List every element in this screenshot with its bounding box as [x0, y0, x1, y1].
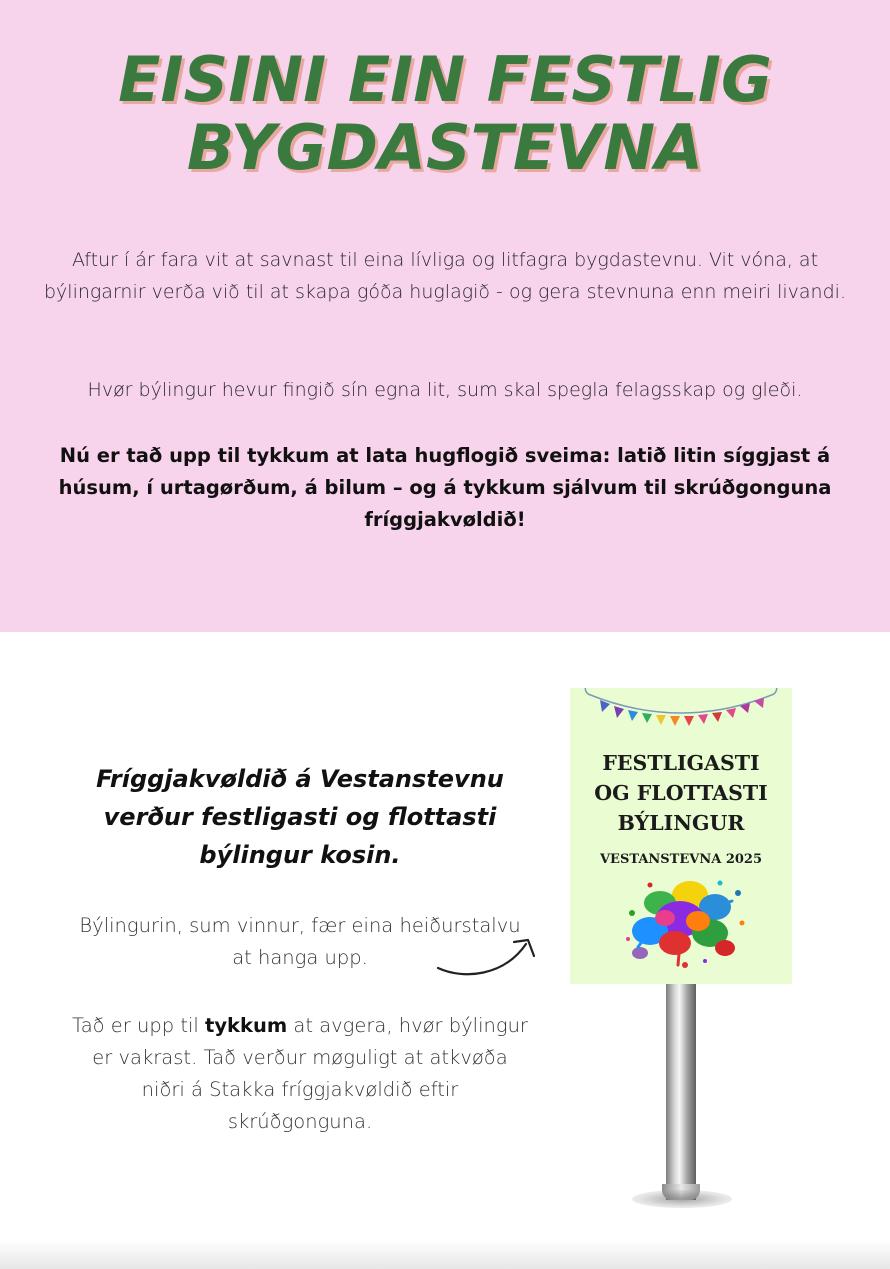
award-sign — [570, 688, 792, 984]
sign-subtitle: VESTANSTEVNA 2025 — [599, 852, 763, 867]
bunting-icon — [570, 688, 792, 728]
title-line-2: BYGDASTEVNA — [186, 111, 704, 184]
prize-text-2-start: Tað er upp til — [72, 1014, 205, 1037]
sign-pole — [666, 984, 696, 1200]
page-title — [0, 43, 890, 184]
intro-paragraph-1: Aftur í ár fara vit at savnast til eina lívliga og litfagra bygdastevnu. Vit vóna, at býlingarnir verða við til at skapa góða huglagið - og gera stevnuna enn meiri livandi. — [44, 249, 846, 303]
sign-title-line-1: FESTLIGASTI — [602, 751, 760, 775]
prize-text-2 — [70, 1010, 530, 1138]
prize-text-2-end: at avgera, hvør býlingur er vakrast. Tað verður møguligt at atkvøða niðri á Stakka fríggjakvøldið eftir skrúðgonguna. — [92, 1014, 528, 1133]
sign-title — [570, 748, 792, 838]
prize-heading: Fríggjakvøldið á Vestanstevnu verður festligasti og flottasti býlingur kosin. — [96, 765, 504, 869]
prize-text-1: Býlingurin, sum vinnur, fær eina heiðurstalvu at hanga upp. — [79, 914, 521, 969]
intro-paragraph-3: Nú er tað upp til tykkum at lata hugflogið sveima: latið litin síggjast á húsum, í urtagørðum, á bilum – og á tykkum sjálvum til skrúðgonguna fríggjakvøldið! — [58, 444, 832, 531]
title-line-1: EISINI EIN FESTLIG — [118, 43, 772, 116]
prize-text-2-bold: tykkum — [205, 1014, 288, 1037]
bottom-fade — [0, 1240, 890, 1269]
sign-title-line-3: BÝLINGUR — [617, 811, 745, 835]
top-section — [0, 0, 890, 632]
sign-pole-shadow — [632, 1190, 732, 1208]
paint-splash-icon — [620, 873, 750, 973]
sign-title-line-2: OG FLOTTASTI — [594, 781, 768, 805]
curved-arrow-icon — [434, 930, 544, 982]
intro-paragraph-2: Hvør býlingur hevur fingið sín egna lit, sum skal spegla felagsskap og gleði. — [87, 379, 803, 401]
